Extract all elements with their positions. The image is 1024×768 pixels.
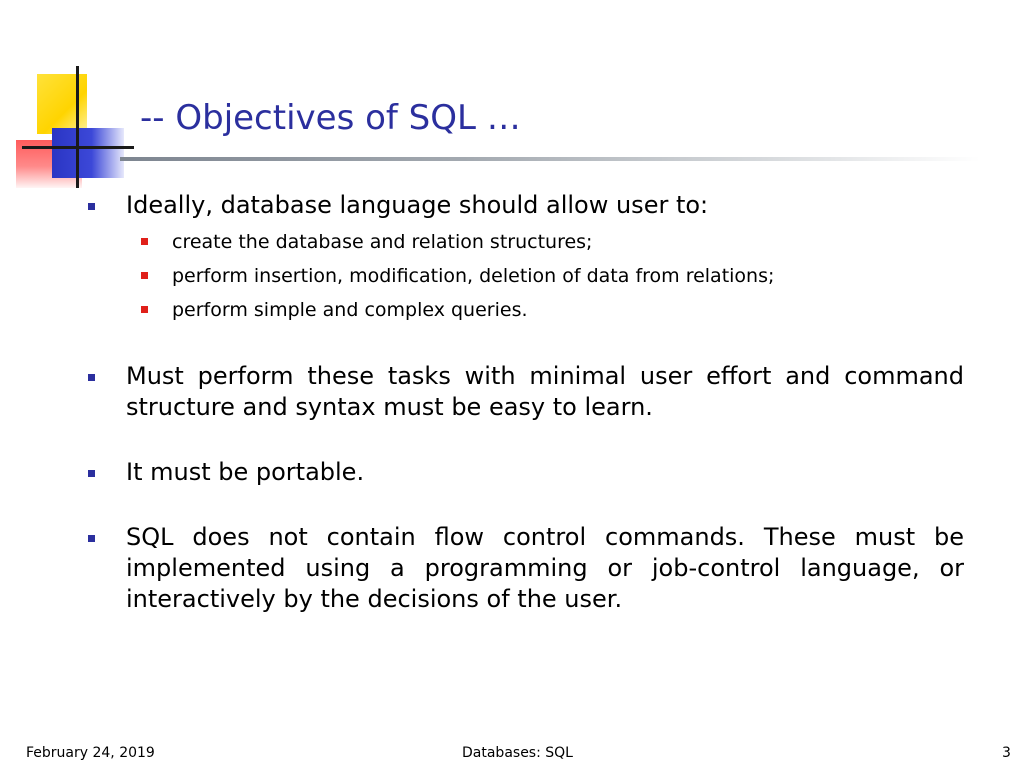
sub-bullet-text: perform simple and complex queries. <box>172 299 528 321</box>
logo-blue-square <box>52 128 124 178</box>
bullet-item <box>86 190 964 327</box>
footer-page-number: 3 <box>1002 745 1011 761</box>
square-bullet-icon <box>141 306 148 313</box>
slide-body <box>86 190 964 615</box>
bullet-text: It must be portable. <box>126 458 365 486</box>
sub-bullet-item <box>86 225 964 259</box>
sub-bullet-text: create the database and relation structures; <box>172 231 593 253</box>
square-bullet-icon <box>141 238 148 245</box>
square-bullet-icon <box>88 203 95 210</box>
logo-vertical-line <box>76 66 79 188</box>
logo-yellow-square <box>37 74 87 134</box>
sub-bullet-item <box>86 259 964 293</box>
bullet-text: Ideally, database language should allow user to: <box>126 191 709 219</box>
bullet-text: Must perform these tasks with minimal user effort and command structure and syntax must be easy to learn. <box>126 362 964 421</box>
sub-bullet-list <box>126 225 964 327</box>
slide-logo-decoration <box>0 0 140 200</box>
bullet-item <box>86 361 964 423</box>
sub-bullet-text: perform insertion, modification, deletion of data from relations; <box>172 265 775 287</box>
footer-date: February 24, 2019 <box>26 745 155 761</box>
bullet-item <box>86 522 964 615</box>
square-bullet-icon <box>88 470 95 477</box>
square-bullet-icon <box>88 535 95 542</box>
square-bullet-icon <box>88 374 95 381</box>
bullet-item <box>86 457 964 488</box>
sub-bullet-item <box>86 293 964 327</box>
logo-horizontal-line <box>22 146 134 149</box>
bullet-text: SQL does not contain flow control commands. These must be implemented using a programming or job-control language, or interactively by the decisions of the user. <box>126 523 964 613</box>
title-underline-rule <box>120 157 980 161</box>
square-bullet-icon <box>141 272 148 279</box>
footer-title: Databases: SQL <box>462 745 573 761</box>
slide-title: -- Objectives of SQL … <box>140 98 521 138</box>
